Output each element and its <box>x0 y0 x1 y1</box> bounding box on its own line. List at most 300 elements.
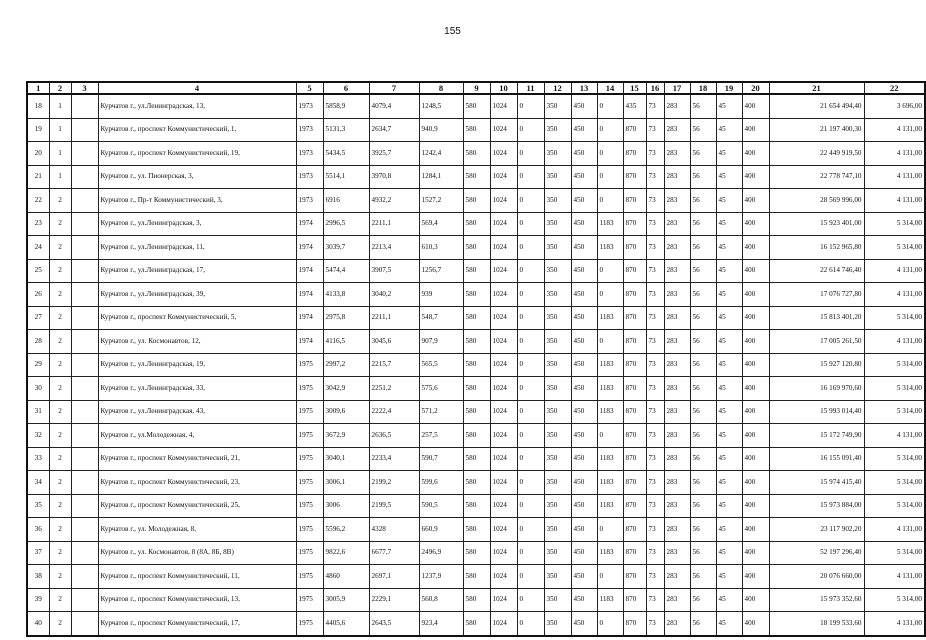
table-cell: 1183 <box>597 353 623 377</box>
column-header: 8 <box>419 82 463 94</box>
table-cell: 2 <box>49 189 71 213</box>
table-cell: 23 117 902,20 <box>769 518 864 542</box>
table-cell: 2 <box>49 565 71 589</box>
table-cell: 45 <box>716 541 742 565</box>
table-cell: 580 <box>463 471 490 495</box>
table-cell: 870 <box>623 259 646 283</box>
column-header: 6 <box>323 82 369 94</box>
table-cell: 2 <box>49 306 71 330</box>
table-cell <box>71 118 98 142</box>
table-cell: 1975 <box>296 353 323 377</box>
table-cell: 56 <box>690 588 716 612</box>
address-cell: Курчатов г., ул. Космонавтов, 8 (8А, 8Б, 8В) <box>98 541 296 565</box>
table-cell: 73 <box>646 283 664 307</box>
table-cell: 257,5 <box>419 424 463 448</box>
address-cell: Курчатов г., ул.Молодежная, 4, <box>98 424 296 448</box>
table-cell: 5 314,00 <box>864 377 925 401</box>
table-cell: 3009,6 <box>323 400 369 424</box>
table-cell: 870 <box>623 424 646 448</box>
table-cell: 283 <box>664 400 690 424</box>
table-cell: 590,5 <box>419 494 463 518</box>
table-cell: 450 <box>571 518 597 542</box>
table-cell: 45 <box>716 259 742 283</box>
table-cell: 4 131,00 <box>864 612 925 636</box>
table-cell: 1975 <box>296 447 323 471</box>
column-header: 18 <box>690 82 716 94</box>
table-cell: 0 <box>517 283 544 307</box>
table-cell: 1975 <box>296 424 323 448</box>
table-cell: 1024 <box>490 306 517 330</box>
table-cell: 580 <box>463 353 490 377</box>
table-cell: 3040,2 <box>369 283 419 307</box>
table-cell: 6916 <box>323 189 369 213</box>
table-cell: 1975 <box>296 612 323 636</box>
table-cell: 4 131,00 <box>864 259 925 283</box>
header-row <box>27 82 925 94</box>
address-cell: Курчатов г., проспект Коммунистический, 5, <box>98 306 296 330</box>
table-cell: 283 <box>664 612 690 636</box>
table-cell: 73 <box>646 189 664 213</box>
table-cell: 1024 <box>490 588 517 612</box>
address-cell: Курчатов г., ул.Ленинградская, 43, <box>98 400 296 424</box>
table-cell: 400 <box>742 353 769 377</box>
table-cell: 2199,2 <box>369 471 419 495</box>
table-cell: 0 <box>517 94 544 118</box>
table-cell: 450 <box>571 612 597 636</box>
table-cell: 870 <box>623 189 646 213</box>
column-header: 22 <box>864 82 925 94</box>
table-cell <box>71 471 98 495</box>
table-cell: 350 <box>544 330 571 354</box>
table-cell: 4860 <box>323 565 369 589</box>
table-cell: 0 <box>517 447 544 471</box>
table-cell: 3006,1 <box>323 471 369 495</box>
table-cell: 870 <box>623 494 646 518</box>
table-cell: 450 <box>571 588 597 612</box>
table-cell <box>71 565 98 589</box>
table-cell: 2 <box>49 424 71 448</box>
table-cell <box>71 330 98 354</box>
table-cell: 15 923 401,00 <box>769 212 864 236</box>
table-cell: 2 <box>49 612 71 636</box>
table-cell: 1973 <box>296 189 323 213</box>
table-cell: 0 <box>597 565 623 589</box>
table-cell: 283 <box>664 259 690 283</box>
table-row <box>27 212 925 236</box>
table-cell: 400 <box>742 259 769 283</box>
table-cell: 3672,9 <box>323 424 369 448</box>
table-cell: 283 <box>664 424 690 448</box>
table-cell: 350 <box>544 541 571 565</box>
table-cell: 45 <box>716 565 742 589</box>
table-cell: 400 <box>742 236 769 260</box>
table-cell: 283 <box>664 494 690 518</box>
table-cell: 400 <box>742 330 769 354</box>
table-cell <box>71 541 98 565</box>
table-cell: 283 <box>664 189 690 213</box>
table-cell <box>71 424 98 448</box>
table-cell: 45 <box>716 471 742 495</box>
table-cell: 1975 <box>296 377 323 401</box>
table-cell: 28 569 996,00 <box>769 189 864 213</box>
table-cell: 45 <box>716 353 742 377</box>
table-cell: 580 <box>463 588 490 612</box>
table-cell: 2222,4 <box>369 400 419 424</box>
address-cell: Курчатов г., ул.Ленинградская, 3, <box>98 212 296 236</box>
table-cell: 1024 <box>490 518 517 542</box>
table-cell: 56 <box>690 400 716 424</box>
table-cell: 870 <box>623 118 646 142</box>
table-cell: 3970,8 <box>369 165 419 189</box>
table-cell: 2 <box>49 541 71 565</box>
column-header: 7 <box>369 82 419 94</box>
table-cell: 0 <box>597 259 623 283</box>
table-cell: 283 <box>664 142 690 166</box>
table-cell: 350 <box>544 306 571 330</box>
table-cell: 5596,2 <box>323 518 369 542</box>
table-cell: 350 <box>544 283 571 307</box>
table-cell: 1183 <box>597 494 623 518</box>
table-row <box>27 142 925 166</box>
table-cell <box>71 447 98 471</box>
table-cell: 350 <box>544 565 571 589</box>
table-cell: 1024 <box>490 353 517 377</box>
table-cell: 1024 <box>490 118 517 142</box>
table-cell: 73 <box>646 353 664 377</box>
table-row <box>27 306 925 330</box>
table-cell: 1 <box>49 142 71 166</box>
table-cell: 0 <box>517 471 544 495</box>
table-cell: 0 <box>517 142 544 166</box>
table-cell: 23 <box>27 212 49 236</box>
table-cell: 1975 <box>296 471 323 495</box>
table-cell: 0 <box>517 612 544 636</box>
address-cell: Курчатов г., ул.Ленинградская, 19, <box>98 353 296 377</box>
table-cell: 2 <box>49 330 71 354</box>
address-cell: Курчатов г., проспект Коммунистический, 19, <box>98 142 296 166</box>
table-cell: 22 <box>27 189 49 213</box>
table-cell: 1024 <box>490 447 517 471</box>
address-cell: Курчатов г., ул.Ленинградская, 13, <box>98 94 296 118</box>
table-cell: 870 <box>623 165 646 189</box>
table-cell: 73 <box>646 259 664 283</box>
table-cell: 35 <box>27 494 49 518</box>
table-cell: 21 654 494,40 <box>769 94 864 118</box>
table-cell: 45 <box>716 94 742 118</box>
table-cell: 580 <box>463 377 490 401</box>
table-cell: 2199,5 <box>369 494 419 518</box>
table-cell: 45 <box>716 142 742 166</box>
table-cell: 0 <box>597 518 623 542</box>
table-cell: 907,9 <box>419 330 463 354</box>
table-cell: 73 <box>646 330 664 354</box>
table-cell: 19 <box>27 118 49 142</box>
table-cell: 2496,9 <box>419 541 463 565</box>
table-cell: 1024 <box>490 94 517 118</box>
table-row <box>27 471 925 495</box>
table-cell: 283 <box>664 377 690 401</box>
column-header: 12 <box>544 82 571 94</box>
table-cell: 283 <box>664 565 690 589</box>
table-cell: 870 <box>623 283 646 307</box>
table-cell: 400 <box>742 612 769 636</box>
table-cell: 4328 <box>369 518 419 542</box>
table-cell: 15 973 352,60 <box>769 588 864 612</box>
table-cell: 2 <box>49 494 71 518</box>
table-cell: 1024 <box>490 612 517 636</box>
table-cell: 56 <box>690 94 716 118</box>
table-cell: 450 <box>571 283 597 307</box>
table-cell: 450 <box>571 306 597 330</box>
table-cell: 45 <box>716 518 742 542</box>
table-row <box>27 565 925 589</box>
table-cell: 450 <box>571 94 597 118</box>
table-row <box>27 118 925 142</box>
table-cell: 45 <box>716 306 742 330</box>
table-cell <box>71 494 98 518</box>
table-cell: 56 <box>690 471 716 495</box>
table-cell: 30 <box>27 377 49 401</box>
address-cell: Курчатов г., проспект Коммунистический, 11, <box>98 565 296 589</box>
table-cell: 580 <box>463 400 490 424</box>
table-cell: 28 <box>27 330 49 354</box>
table-cell <box>71 518 98 542</box>
table-cell: 31 <box>27 400 49 424</box>
table-cell: 4 131,00 <box>864 518 925 542</box>
table-cell: 45 <box>716 424 742 448</box>
table-cell: 283 <box>664 306 690 330</box>
table-cell: 73 <box>646 424 664 448</box>
table-cell: 1183 <box>597 541 623 565</box>
table-cell: 283 <box>664 94 690 118</box>
table-cell: 350 <box>544 353 571 377</box>
table-cell: 571,2 <box>419 400 463 424</box>
table-cell: 1975 <box>296 588 323 612</box>
table-cell: 1024 <box>490 189 517 213</box>
table-cell: 56 <box>690 353 716 377</box>
table-cell: 4 131,00 <box>864 565 925 589</box>
table-cell: 2251,2 <box>369 377 419 401</box>
table-cell: 350 <box>544 400 571 424</box>
table-cell: 400 <box>742 494 769 518</box>
table-cell <box>71 165 98 189</box>
table-cell: 3925,7 <box>369 142 419 166</box>
table-cell: 0 <box>597 94 623 118</box>
table-cell: 3 696,00 <box>864 94 925 118</box>
table-cell: 5514,1 <box>323 165 369 189</box>
table-cell: 2 <box>49 283 71 307</box>
table-cell: 450 <box>571 212 597 236</box>
table-cell: 56 <box>690 565 716 589</box>
table-cell: 4 131,00 <box>864 165 925 189</box>
table-cell: 870 <box>623 142 646 166</box>
table-cell: 870 <box>623 447 646 471</box>
column-header: 5 <box>296 82 323 94</box>
table-cell: 4116,5 <box>323 330 369 354</box>
table-cell: 2 <box>49 259 71 283</box>
table-cell: 1024 <box>490 471 517 495</box>
table-cell: 56 <box>690 236 716 260</box>
table-cell: 18 199 533,60 <box>769 612 864 636</box>
table-cell: 5474,4 <box>323 259 369 283</box>
table-cell: 4405,6 <box>323 612 369 636</box>
table-cell: 45 <box>716 189 742 213</box>
table-cell: 3039,7 <box>323 236 369 260</box>
table-cell: 283 <box>664 212 690 236</box>
table-cell: 73 <box>646 447 664 471</box>
table-cell: 4 131,00 <box>864 142 925 166</box>
table-cell: 0 <box>517 236 544 260</box>
table-cell: 17 005 261,50 <box>769 330 864 354</box>
table-cell: 580 <box>463 424 490 448</box>
table-cell <box>71 142 98 166</box>
table-cell: 0 <box>517 518 544 542</box>
table-cell: 350 <box>544 612 571 636</box>
table-cell: 56 <box>690 259 716 283</box>
table-cell: 0 <box>517 588 544 612</box>
table-cell: 45 <box>716 377 742 401</box>
table-cell: 870 <box>623 353 646 377</box>
table-cell: 1183 <box>597 447 623 471</box>
table-cell: 2211,1 <box>369 212 419 236</box>
table-row <box>27 283 925 307</box>
table-row <box>27 353 925 377</box>
table-cell: 20 076 660,00 <box>769 565 864 589</box>
table-cell: 1974 <box>296 259 323 283</box>
table-cell: 580 <box>463 494 490 518</box>
table-cell: 450 <box>571 142 597 166</box>
table-cell: 580 <box>463 541 490 565</box>
table-cell: 580 <box>463 565 490 589</box>
table-cell: 5 314,00 <box>864 471 925 495</box>
table-cell: 56 <box>690 518 716 542</box>
table-cell: 400 <box>742 471 769 495</box>
table-cell: 1 <box>49 94 71 118</box>
table-cell: 56 <box>690 118 716 142</box>
table-cell: 1024 <box>490 330 517 354</box>
table-cell: 565,5 <box>419 353 463 377</box>
table-cell: 1183 <box>597 236 623 260</box>
table-cell: 15 172 749,90 <box>769 424 864 448</box>
table-cell: 5 314,00 <box>864 588 925 612</box>
table-cell: 73 <box>646 165 664 189</box>
table-cell: 350 <box>544 142 571 166</box>
address-cell: Курчатов г., проспект Коммунистический, 13, <box>98 588 296 612</box>
table-cell: 580 <box>463 283 490 307</box>
table-cell: 580 <box>463 518 490 542</box>
table-cell: 56 <box>690 283 716 307</box>
table-cell: 73 <box>646 471 664 495</box>
table-cell: 1024 <box>490 283 517 307</box>
table-cell: 2 <box>49 447 71 471</box>
table-cell: 1973 <box>296 94 323 118</box>
table-cell <box>71 612 98 636</box>
table-cell: 580 <box>463 212 490 236</box>
address-cell: Курчатов г., ул.Ленинградская, 17, <box>98 259 296 283</box>
table-cell <box>71 588 98 612</box>
table-cell: 283 <box>664 330 690 354</box>
table-cell: 400 <box>742 118 769 142</box>
table-cell: 2213,4 <box>369 236 419 260</box>
table-cell: 4 131,00 <box>864 283 925 307</box>
table-cell: 560,8 <box>419 588 463 612</box>
table-cell: 56 <box>690 212 716 236</box>
column-header: 20 <box>742 82 769 94</box>
table-cell: 283 <box>664 283 690 307</box>
table-cell: 73 <box>646 142 664 166</box>
table-cell: 450 <box>571 471 597 495</box>
table-cell: 1024 <box>490 142 517 166</box>
table-cell: 283 <box>664 471 690 495</box>
table-cell: 1024 <box>490 236 517 260</box>
table-cell: 52 197 296,40 <box>769 541 864 565</box>
column-header: 1 <box>27 82 49 94</box>
table-cell: 15 974 415,40 <box>769 471 864 495</box>
table-cell: 2 <box>49 212 71 236</box>
table-cell: 1256,7 <box>419 259 463 283</box>
table-cell: 21 <box>27 165 49 189</box>
table-cell: 350 <box>544 424 571 448</box>
table-cell <box>71 377 98 401</box>
table-cell: 660,9 <box>419 518 463 542</box>
table-cell: 400 <box>742 541 769 565</box>
table-cell: 0 <box>517 377 544 401</box>
table-cell: 2215,7 <box>369 353 419 377</box>
table-cell: 40 <box>27 612 49 636</box>
table-cell: 5 314,00 <box>864 541 925 565</box>
table-cell: 1024 <box>490 424 517 448</box>
table-cell: 0 <box>517 424 544 448</box>
table-cell: 56 <box>690 494 716 518</box>
table-cell: 0 <box>517 212 544 236</box>
table-cell: 1024 <box>490 165 517 189</box>
table-cell: 5131,3 <box>323 118 369 142</box>
table-cell: 1974 <box>296 212 323 236</box>
table-cell <box>71 283 98 307</box>
table-cell: 450 <box>571 353 597 377</box>
table-cell: 870 <box>623 236 646 260</box>
table-cell: 24 <box>27 236 49 260</box>
table-cell: 0 <box>517 330 544 354</box>
table-cell: 870 <box>623 541 646 565</box>
table-cell: 4079,4 <box>369 94 419 118</box>
page-number: 155 <box>444 26 461 37</box>
table-cell: 870 <box>623 588 646 612</box>
table-cell: 17 076 727,80 <box>769 283 864 307</box>
table-cell: 2 <box>49 518 71 542</box>
table-row <box>27 259 925 283</box>
table-cell: 400 <box>742 165 769 189</box>
table-cell: 283 <box>664 447 690 471</box>
table-cell: 45 <box>716 612 742 636</box>
table-cell: 5 314,00 <box>864 494 925 518</box>
table-cell: 1974 <box>296 306 323 330</box>
table-cell: 36 <box>27 518 49 542</box>
table-cell: 73 <box>646 541 664 565</box>
table-cell: 1183 <box>597 400 623 424</box>
table-cell: 22 778 747,10 <box>769 165 864 189</box>
table-cell: 350 <box>544 471 571 495</box>
column-header: 19 <box>716 82 742 94</box>
table-cell: 350 <box>544 189 571 213</box>
table-cell: 45 <box>716 330 742 354</box>
table-cell: 1974 <box>296 330 323 354</box>
table-cell: 450 <box>571 541 597 565</box>
table-cell: 15 973 884,00 <box>769 494 864 518</box>
table-cell: 400 <box>742 447 769 471</box>
table-cell: 73 <box>646 588 664 612</box>
table-cell: 5 314,00 <box>864 306 925 330</box>
